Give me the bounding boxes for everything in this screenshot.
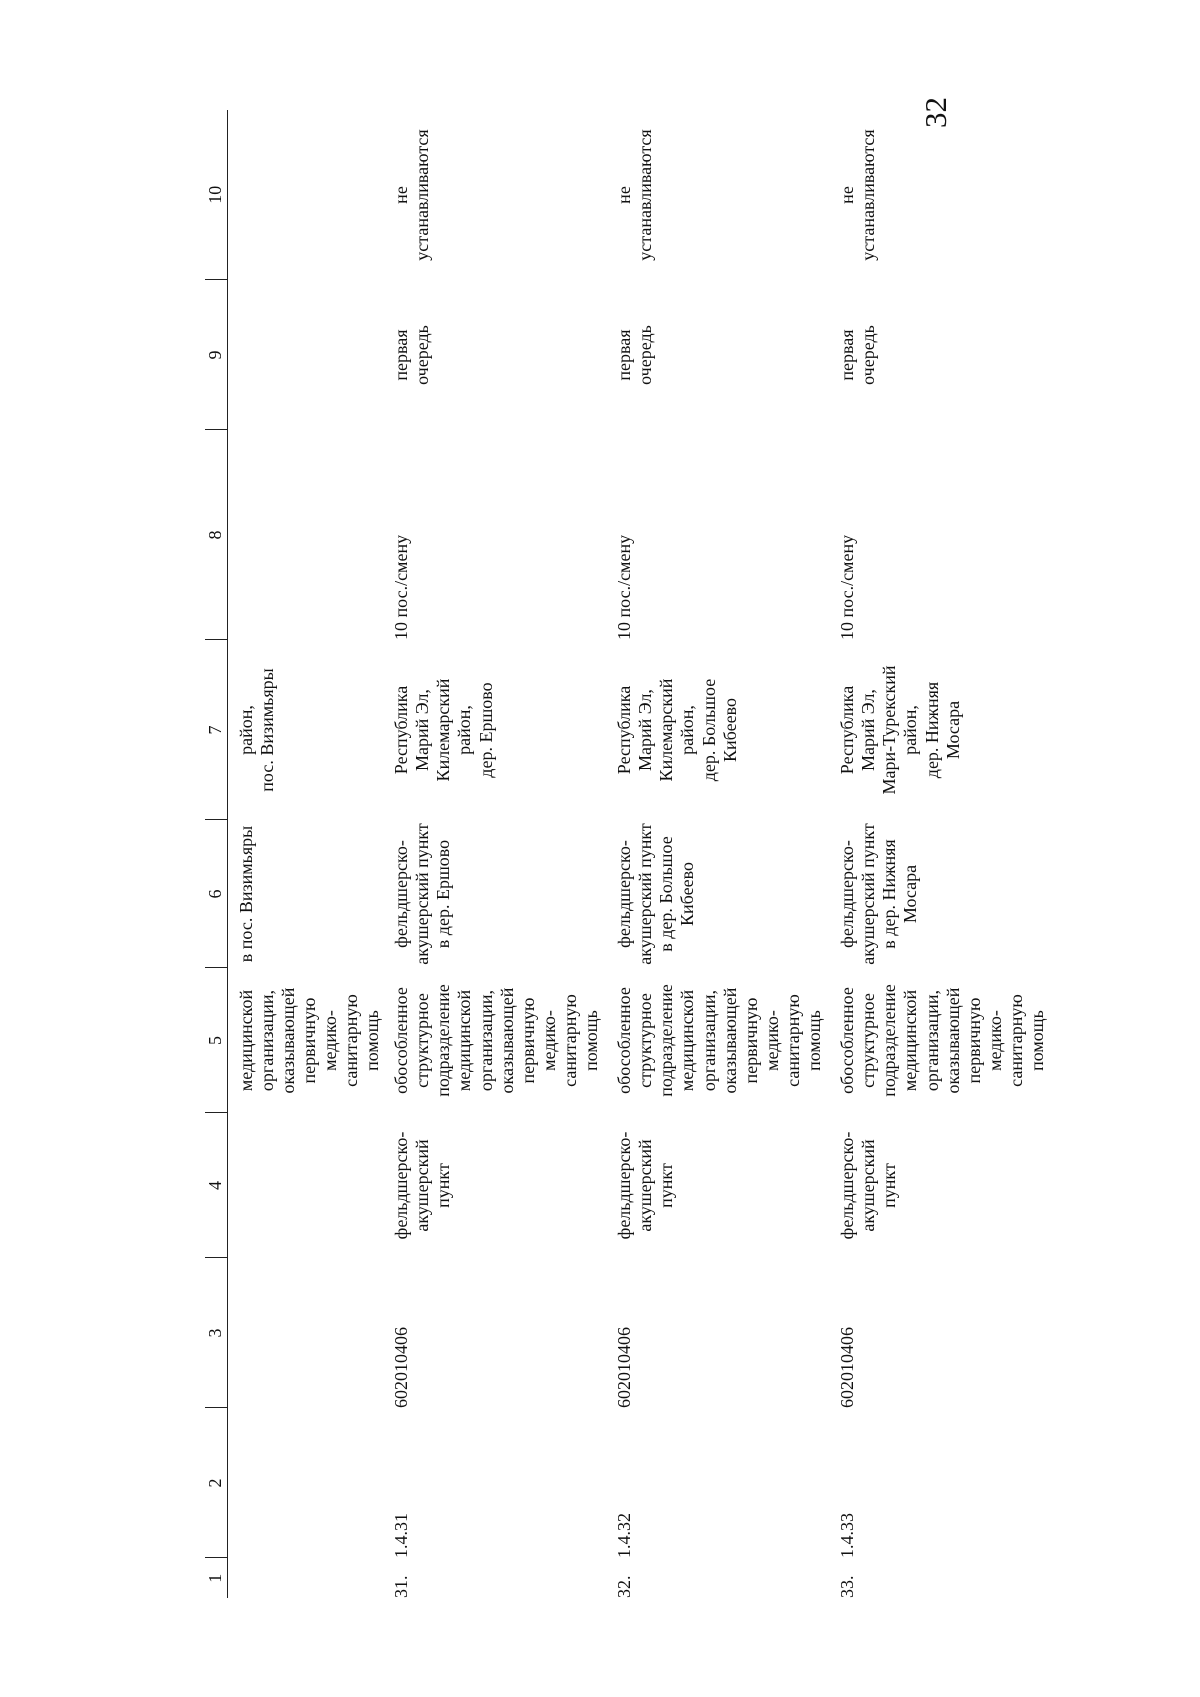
row-name: фельдшерско- акушерский пункт в дер. Ершово bbox=[391, 823, 454, 965]
rotated-table-container bbox=[205, 110, 1047, 1598]
row-deadline: не устанавливаются bbox=[391, 129, 433, 261]
table-row bbox=[383, 110, 606, 1598]
table-row bbox=[606, 110, 829, 1598]
continuation-row bbox=[228, 110, 384, 1598]
column-header: 5 bbox=[205, 968, 228, 1113]
name-continuation: в пос. Визимьяры bbox=[236, 825, 256, 963]
row-number: 33. bbox=[837, 1575, 858, 1598]
column-header: 4 bbox=[205, 1113, 228, 1258]
row-location: Республика Марий Эл, Килемарский район, дер. Ершово bbox=[391, 678, 496, 782]
row-oktmo: 602010406 bbox=[391, 1327, 412, 1408]
form-continuation: медицинской организации, оказывающей первичную медико- санитарную помощь bbox=[236, 987, 383, 1094]
row-number: 31. bbox=[391, 1575, 412, 1598]
row-type: фельдшерско- акушерский пункт bbox=[391, 1131, 454, 1240]
row-name: фельдшерско- акушерский пункт в дер. Нижняя Мосара bbox=[837, 823, 921, 965]
register-table bbox=[205, 110, 1052, 1598]
row-location: Республика Марий Эл, Килемарский район, дер. Большое Кибеево bbox=[614, 678, 740, 782]
row-capacity: 10 пос./смену bbox=[391, 534, 412, 640]
column-header: 9 bbox=[205, 280, 228, 430]
row-type: фельдшерско- акушерский пункт bbox=[837, 1131, 900, 1240]
table-row bbox=[829, 110, 1052, 1598]
row-deadline: не устанавливаются bbox=[614, 129, 656, 261]
header-row bbox=[205, 110, 228, 1598]
column-header: 7 bbox=[205, 640, 228, 820]
row-code: 1.4.31 bbox=[391, 1513, 412, 1558]
row-code: 1.4.33 bbox=[837, 1513, 858, 1558]
row-form: обособленное структурное подразделение медицинской организации, оказывающей первичную медико- санитарную помощь bbox=[391, 984, 601, 1097]
row-priority: первая очередь bbox=[614, 325, 656, 385]
page-number: 32 bbox=[918, 97, 953, 128]
row-form: обособленное структурное подразделение медицинской организации, оказывающей первичную медико- санитарную помощь bbox=[614, 984, 824, 1097]
row-oktmo: 602010406 bbox=[614, 1327, 635, 1408]
column-header: 10 bbox=[205, 110, 228, 280]
row-priority: первая очередь bbox=[837, 325, 879, 385]
row-capacity: 10 пос./смену bbox=[614, 534, 635, 640]
column-header: 8 bbox=[205, 430, 228, 640]
row-number: 32. bbox=[614, 1575, 635, 1598]
row-location: Республика Марий Эл, Мари-Турекский район, дер. Нижняя Мосара bbox=[837, 665, 963, 795]
row-deadline: не устанавливаются bbox=[837, 129, 879, 261]
column-header: 6 bbox=[205, 820, 228, 968]
row-name: фельдшерско- акушерский пункт в дер. Большое Кибеево bbox=[614, 823, 698, 965]
column-header: 2 bbox=[205, 1408, 228, 1558]
row-priority: первая очередь bbox=[391, 325, 433, 385]
row-code: 1.4.32 bbox=[614, 1513, 635, 1558]
row-capacity: 10 пос./смену bbox=[837, 534, 858, 640]
location-continuation: район, пос. Визимьяры bbox=[236, 668, 278, 792]
column-header: 1 bbox=[205, 1573, 226, 1583]
column-header: 3 bbox=[205, 1258, 228, 1408]
row-oktmo: 602010406 bbox=[837, 1327, 858, 1408]
row-form: обособленное структурное подразделение медицинской организации, оказывающей первичную медико- санитарную помощь bbox=[837, 984, 1047, 1097]
row-type: фельдшерско- акушерский пункт bbox=[614, 1131, 677, 1240]
